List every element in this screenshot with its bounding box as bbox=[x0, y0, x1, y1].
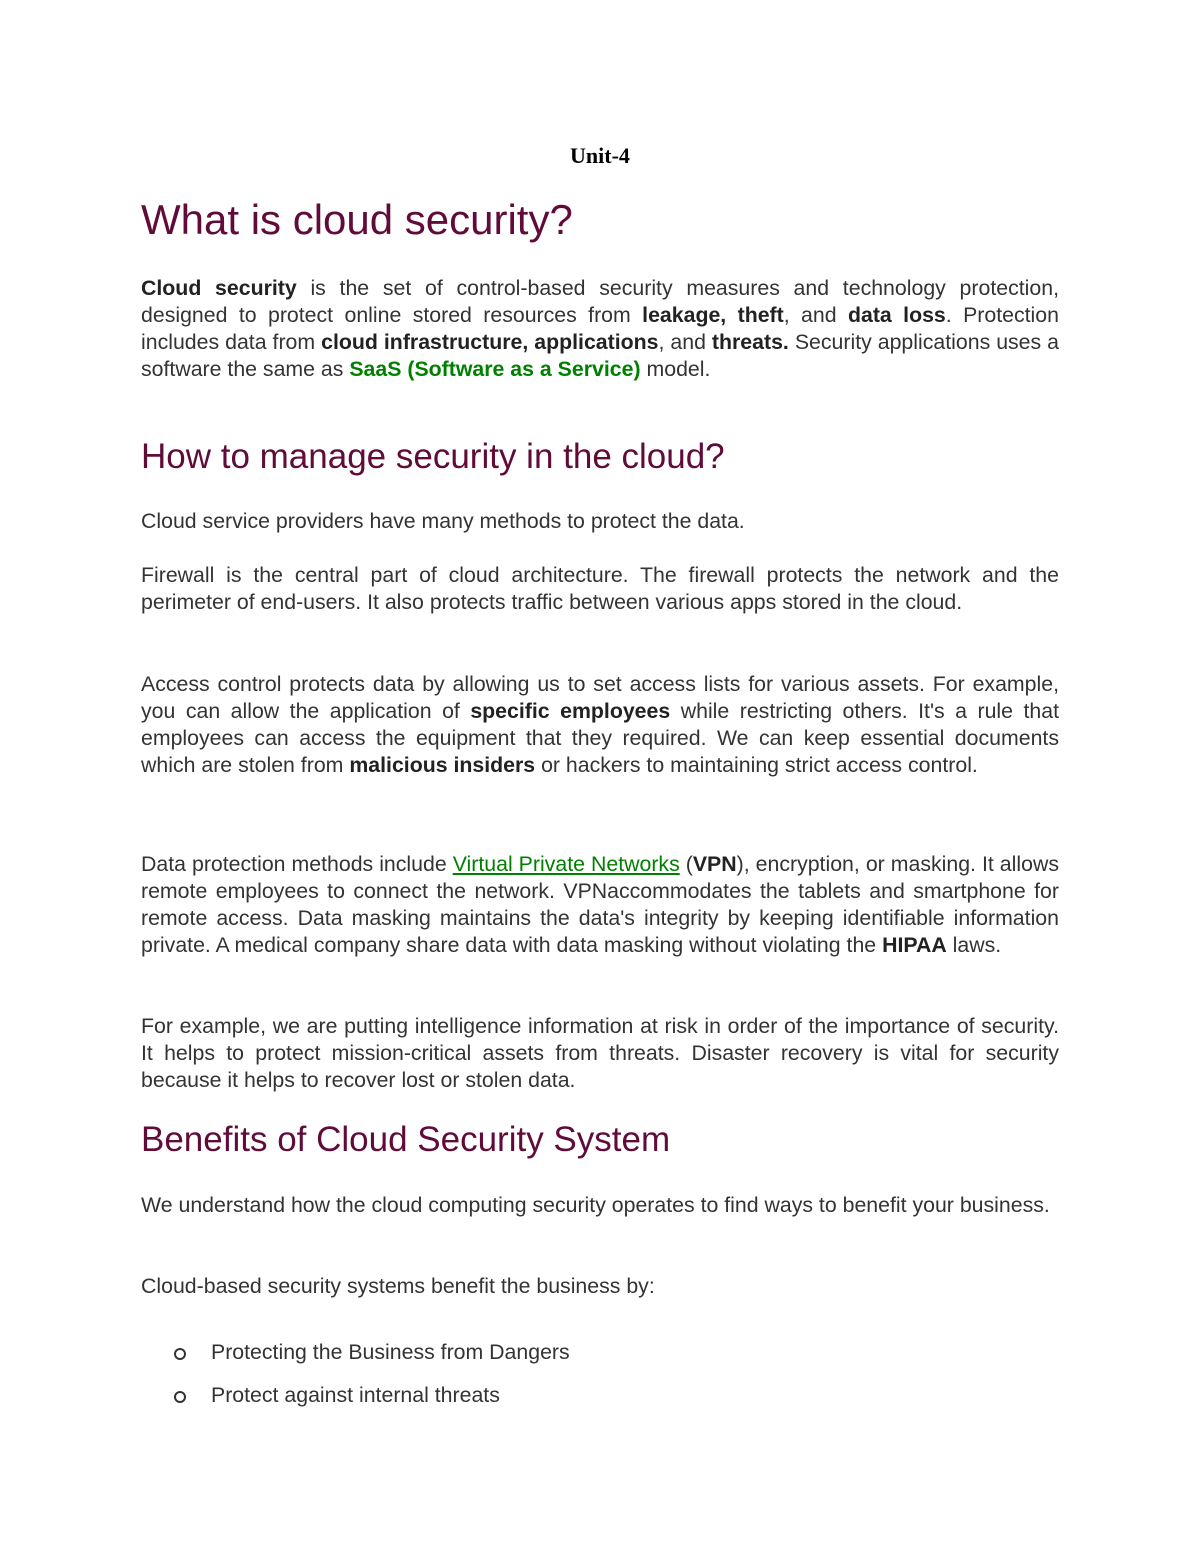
paragraph-cloud-security-definition bbox=[141, 275, 1059, 383]
text-run: Security applications uses a software the same as bbox=[141, 329, 1060, 381]
text-run: or hackers to maintaining strict access control. bbox=[535, 752, 978, 777]
benefits-list bbox=[141, 1336, 570, 1422]
paragraph-providers: Cloud service providers have many methods to protect the data. bbox=[141, 509, 745, 533]
text-run: , and bbox=[658, 329, 712, 354]
heading-how-to-manage-security: How to manage security in the cloud? bbox=[141, 437, 725, 476]
text-run: model. bbox=[640, 356, 711, 381]
paragraph-benefits-lead: Cloud-based security systems benefit the business by: bbox=[141, 1274, 655, 1298]
saas-highlight: SaaS (Software as a Service) bbox=[349, 356, 641, 381]
bold-text: malicious insiders bbox=[349, 752, 536, 777]
text-run: , and bbox=[783, 302, 848, 327]
text-run: . Protection includes data from bbox=[141, 302, 1059, 354]
bullet-circle-icon bbox=[174, 1391, 186, 1403]
paragraph-data-protection bbox=[141, 851, 1059, 959]
paragraph-benefits-intro: We understand how the cloud computing security operates to find ways to benefit your business. bbox=[141, 1193, 1050, 1217]
text-run: ( bbox=[679, 852, 693, 876]
unit-title: Unit-4 bbox=[570, 143, 630, 168]
paragraph-access-control bbox=[141, 671, 1059, 779]
list-item-label: Protecting the Business from Dangers bbox=[211, 1340, 570, 1364]
list-item-label: Protect against internal threats bbox=[211, 1383, 500, 1407]
text-run: while restricting others. It's a rule that employees can access the equipment that they required. We can keep essential documents which are stolen from bbox=[141, 698, 1060, 777]
text-run: Data protection methods include bbox=[141, 852, 453, 876]
bold-text: Cloud security bbox=[141, 276, 297, 300]
bold-text: specific employees bbox=[470, 698, 671, 723]
paragraph-firewall: Firewall is the central part of cloud architecture. The firewall protects the network and the perimeter of end-users. It also protects traffic between various apps stored in the cloud. bbox=[141, 563, 1059, 614]
paragraph-disaster-recovery: For example, we are putting intelligence information at risk in order of the importance of security. It helps to protect mission-critical assets from threats. Disaster recovery is vital for security because it helps to recover lost or stolen data. bbox=[141, 1014, 1059, 1092]
bold-text: VPN bbox=[692, 852, 737, 876]
text-run: Access control protects data by allowing us to set access lists for various assets. For example, you can allow the application of bbox=[141, 672, 1059, 723]
bold-text: HIPAA bbox=[882, 932, 947, 957]
text-run: ), encryption, or masking. It allows remote employees to connect the network. VPNaccommodates the tablets and smartphone for remote access. Data masking maintains the data's integrity by keeping identifiable information private. A medical company share data with data masking without violating the bbox=[141, 852, 1059, 957]
list-item bbox=[141, 1336, 570, 1379]
heading-benefits: Benefits of Cloud Security System bbox=[141, 1120, 671, 1159]
heading-what-is-cloud-security: What is cloud security? bbox=[141, 196, 573, 243]
bullet-circle-icon bbox=[174, 1348, 186, 1360]
vpn-link[interactable]: Virtual Private Networks bbox=[452, 852, 680, 876]
bold-text: threats. bbox=[711, 329, 789, 354]
text-run: laws. bbox=[946, 932, 1002, 957]
list-item bbox=[141, 1379, 570, 1422]
bold-text: data loss bbox=[847, 302, 946, 327]
text-run: is the set of control-based security measures and technology protection, designed to protect online stored resources from bbox=[141, 276, 1059, 327]
bold-text: leakage, theft bbox=[642, 302, 784, 327]
bold-text: cloud infrastructure, applications bbox=[321, 329, 659, 354]
